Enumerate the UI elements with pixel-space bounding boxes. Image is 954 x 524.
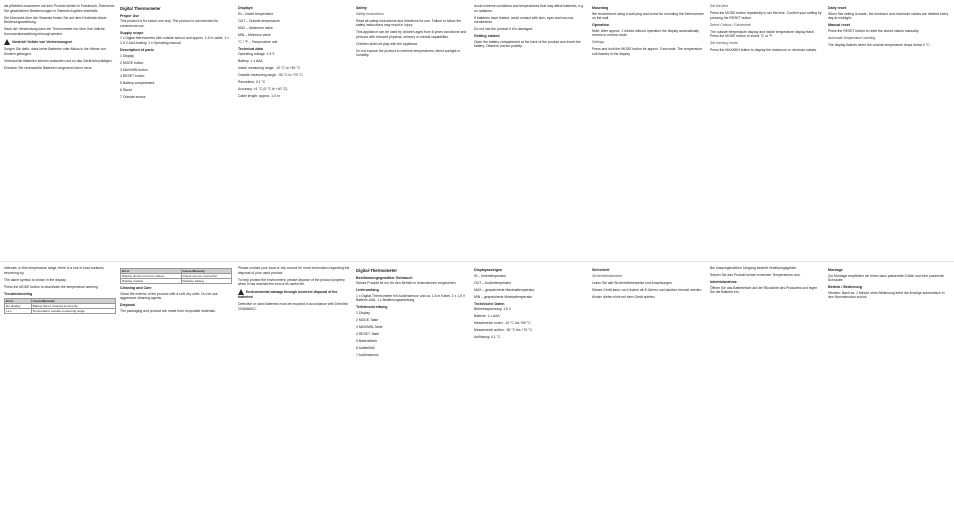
table-cell: Check sensor connection [181,274,231,279]
section-heading: Betrieb / Bedienung [828,285,862,290]
section-heading: Displayanzeigen [474,268,503,272]
section-heading: Teilebeschreibung [356,305,388,310]
table-cell: Display shows incorrect values [121,274,182,279]
table-cell: LL.L [5,309,32,314]
bot-col-7 [710,266,822,512]
bot-col-3 [238,266,350,512]
para: Press the MODE button to deactivate the temperature warning. [4,284,99,289]
top-col-8 [828,4,950,250]
list-item: Resolution: 0.1 °C [238,80,266,85]
list-item: 1 Display [356,310,370,315]
list-item: Accuracy: ±1 °C (0 °C to +40 °C) [238,87,288,92]
section-heading: Proper Use [120,13,140,18]
list-item: 6 Aufstellfuß [356,345,375,350]
para: If batteries have leaked, avoid contact with skin, eyes and mucous membranes. [474,15,574,25]
bot-col-1 [4,266,116,512]
section-heading: Disposal [120,303,135,308]
list-item: 7 Außensensor [356,352,379,357]
subheading: Settings [592,40,605,45]
para: This appliance can be used by children aged from 8 years and above and persons with reduced physical, sensory or mental capabilities. [356,30,467,39]
para: The alarm symbol is shown in the display. [4,277,67,282]
list-item: 5 Battery compartment [120,81,155,86]
subheading: Set the time [710,4,729,8]
top-col-3 [238,4,350,250]
para: 1 x Digital thermometer with outside sensor and approx. 1.5 m cable, 1 x 1.5 V AAA battery, 1 x Operating manual [120,36,229,45]
para: Open the battery compartment at the back of the product and insert the battery. Observe correct polarity. [474,39,581,49]
list-item: 1 Display [120,53,134,58]
para: als pflichtteil zusammen mit dem Produkt stellen in Frankreich, Österreich. Die gesetzlichen Bestimmungen in Österreich gelten ebenfalls. [4,4,116,13]
para: Verbrauchte Batterien können auslaufen und so das Gerät beschädigen. [4,58,113,63]
section-heading: Lieferumfang [356,288,379,293]
para: Die Übersicht über die Hinweise finden Sie auf dem Deckblatt dieser Bedienungsanleitung. [4,15,107,25]
para: To help protect the environment, please dispose of the product properly when it has reached the end of its useful life. [238,277,345,287]
para: Do not use the product if it is damaged. [474,27,533,32]
bottom-sheet [0,262,954,524]
table-header: Cause/Remedy [181,269,231,274]
list-item: Outside measuring range: -50 °C to +70 °C [238,73,303,78]
top-col-7 [710,4,822,250]
subheading: Automatic temperature warning [828,35,876,40]
section-heading: Bestimmungsgemäßer Gebrauch [356,275,413,280]
list-item: Messbereich innen: -10 °C bis +50 °C [474,321,531,326]
warning-title: Vorsicht! Gefahr von Verbrennungen! [12,39,73,44]
para: Avoid extreme conditions and temperatures that may affect batteries, e.g. on radiators. [474,4,584,13]
warning [4,39,116,45]
para: Press the MODE button repeatedly to set the time. Confirm your setting by pressing the RESET button. [710,10,822,20]
list-item: Messbereich außen: -50 °C bis +70 °C [474,328,533,333]
para: Ersetzen Sie verbrauchte Batterien umgehend durch neue. [4,65,93,70]
top-col-1 [4,4,116,250]
top-col-4 [356,4,468,250]
troubleshoot-table [4,298,116,314]
para: The packaging and product are made from recyclable materials. [120,308,216,313]
table-header: Error [121,269,182,274]
bot-col-8 [828,266,950,512]
table-header: Error [5,299,32,304]
subheading: Select Celsius / Fahrenheit [710,22,751,27]
top-col-2 [120,4,232,250]
section-heading: Sicherheit [592,268,610,272]
para: This product is for indoor use only. The product is not intended for commercial use. [120,19,219,28]
section-heading: Montage [828,268,843,272]
section-heading: Mounting [592,6,609,10]
para: Setzen Sie das Produkt keinen extremen Temperaturen aus. [710,272,801,277]
section-heading: Displays [238,6,253,10]
section-heading: Technical data [238,46,263,51]
list-item: IN – Inside temperature [238,11,274,16]
section-heading: Getting started [474,34,500,39]
list-item: MAX – Maximum value [238,25,273,30]
section-heading: Operation [592,23,609,28]
list-item: 3 MAX/MIN button [120,67,148,72]
bot-col-2 [120,266,232,512]
list-item: IN – Innentemperatur [474,273,507,278]
para: Press the MAX/MIN button to display the maximum or minimum values. [710,48,818,53]
list-item: 3 MAX/MIN-Taste [356,324,383,329]
section-heading: Cleaning and Care [120,286,152,290]
para: Lesen Sie alle Sicherheitshinweise und Anweisungen. [592,280,673,285]
section-heading: Technische Daten [474,301,505,306]
section-heading: Daily reset [828,6,847,10]
subheading: Sicherheitshinweise [592,273,622,278]
para: When this setting is made, the minimum and maximum values are deleted every day at midnight. [828,11,949,21]
bot-col-5 [474,266,586,512]
para: Please contact your local or city council for more information regarding the disposal of your used product. [238,266,350,275]
table-cell: No display [5,304,32,309]
para: Press and hold the MODE button for approx. 3 seconds. The temperature unit flashes in the display. [592,47,703,56]
para: Hinweis: Nach ca. 1 Minute ohne Bedienung kehrt die Anzeige automatisch in den Normalmodus zurück. [828,290,945,300]
para: Note: After approx. 1 minute without operation the display automatically returns to normal mode. [592,28,699,38]
list-item: Betriebsspannung: 1,5 V [474,307,512,312]
doc-title: Digital Thermometer [120,6,161,11]
para: Öffnen Sie das Batteriefach auf der Rückseite des Produktes und legen Sie die Batterie ein. [710,285,818,295]
para: Nach der Verwendung kann ein Thermometer nur über Ihre örtliche Kommunalverwaltung entsorgt werden. [4,27,105,36]
para: Do not expose the product to extreme temperatures, direct sunlight or humidity. [356,48,461,58]
section-heading: Troubleshooting [4,291,33,296]
bot-col-4 [356,266,468,512]
para: 1 x Digital-Thermometer mit Außensensor und ca. 1,5 m Kabel, 1 x 1,5 V Batterie AAA, 1 x Bedienungsanleitung [356,293,466,303]
top-col-6 [592,4,704,250]
para: intervals. In this temperature range, there is a risk of road surfaces becoming icy. [4,266,104,275]
warning-icon [4,39,10,45]
list-item: Operating voltage: 1.5 V [238,52,275,57]
list-item: 4 RESET-Taste [356,331,380,336]
para: The outside temperature display and inside temperature display flash. Press the MODE button to select °C or °F. [710,29,815,39]
bot-col-6 [592,266,704,512]
section-heading: Description of parts [120,47,154,52]
section-heading: Safety [356,6,367,10]
section-heading: Supply scope [120,30,144,35]
list-item: Cable length: approx. 1.5 m [238,94,280,99]
list-item: Batterie: 1 x AAA [474,314,500,319]
list-item: Inside measuring range: -10 °C to +50 °C [238,66,301,71]
para: Dieses Produkt ist nur für den Betrieb in Innenräumen vorgesehen. [356,281,457,286]
top-col-5 [474,4,586,250]
list-item: 5 Batteriefach [356,338,377,343]
para: Read all safety instructions and directions for use. Failure to follow the safety instructions may result in injury. [356,18,462,28]
troubleshoot-table [120,268,232,284]
list-item: MIN – gespeicherte Minimaltemperatur [474,294,533,299]
para: The display flashes when the outside temperature drops below 0 °C. [828,42,931,47]
subheading: Safety instructions [356,11,384,16]
para: Defective or used batteries must be recycled in accordance with Directive 2006/66/EC. [238,302,349,311]
para: Press the RESET button to reset the stored values manually. [828,28,920,33]
list-item: 4 RESET button [120,74,145,79]
para: Children shall not play with the appliance. [356,41,419,46]
section-heading: Inbetriebnahme [710,279,737,284]
list-item: 2 MODE-Taste [356,317,379,322]
warning-title: Environmental damage through incorrect disposal of the batteries! [238,290,338,300]
list-item: MIN – Minimum value [238,32,271,37]
para: Sorgen Sie dafür, dass keine Batterien oder Akkus in die Hände von Kindern gelangen. [4,47,106,56]
table-cell: Temperature outside measuring range [31,309,115,314]
list-item: OUT – Outside temperature [238,18,280,23]
para: Dieses Gerät kann von Kindern ab 8 Jahren und darüber benutzt werden. [592,287,703,292]
table-cell: Display unclear [121,279,182,284]
table-cell: Replace battery [181,279,231,284]
list-item: 2 MODE button [120,60,144,65]
list-item: 7 Outside sensor [120,95,146,100]
section-heading: Manual reset [828,23,850,28]
para: Bei unsachgemäßem Umgang besteht Verletzungsgefahr. [710,266,797,270]
table-header: Cause/Remedy [31,299,115,304]
list-item: Auflösung: 0,1 °C [474,335,501,340]
warning [238,289,350,300]
list-item: 6 Stand [120,88,132,93]
list-item: MAX – gespeicherte Maximaltemperatur [474,287,535,292]
list-item: OUT – Außentemperatur [474,280,512,285]
para: Clean the exterior of the product with a soft, dry cloth. Do not use aggressive cleaning agents. [120,291,218,301]
para: Kinder dürfen nicht mit dem Gerät spielen. [592,294,656,299]
list-item: Battery: 1 x AAA [238,59,263,64]
table-cell: Battery flat or inserted incorrectly [31,304,115,309]
subheading: Set memory mode [710,41,738,46]
doc-title: Digital-Thermometer [356,268,397,273]
para: Zur Montage empfehlen wir einen dazu passenden Dübel und eine passende Schraube. [828,273,944,283]
para: We recommend using a wall plug and screw for mounting the thermometer on the wall. [592,11,704,21]
list-item: °C / °F – Temperature unit [238,39,278,44]
